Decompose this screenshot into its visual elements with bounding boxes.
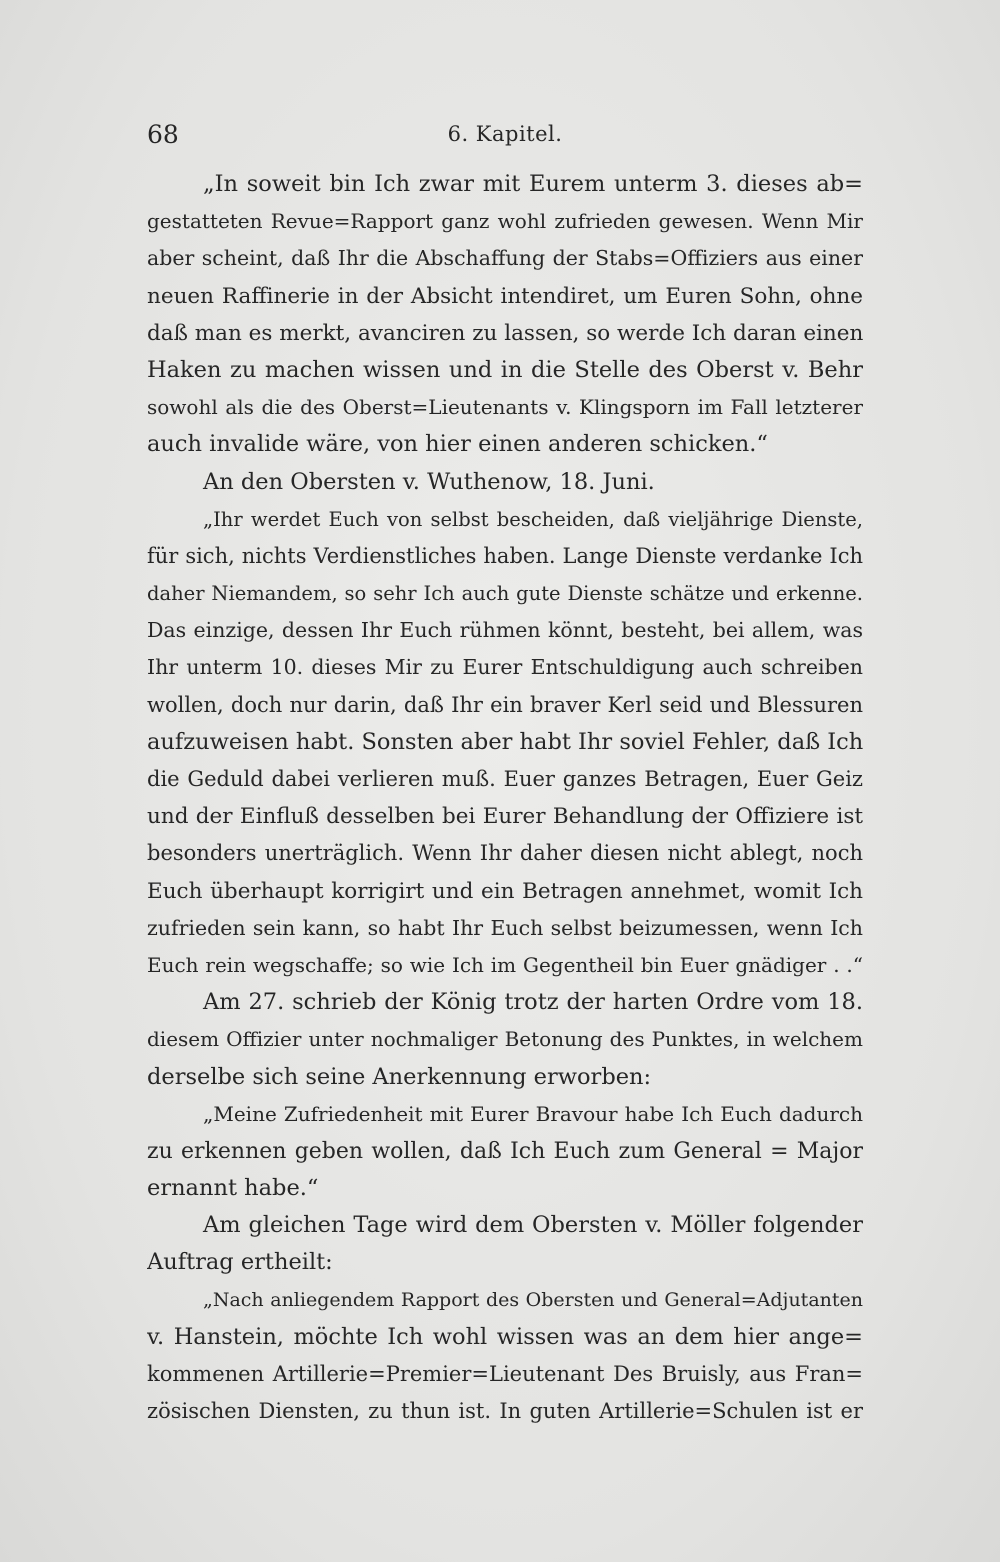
page-number: 68 [147,120,179,149]
text-line: diesem Offizier unter nochmaliger Betonung des Punktes, in welchem [147,1027,863,1052]
text-line: Auftrag ertheilt: [147,1249,333,1276]
text-line: Euch überhaupt korrigirt und ein Betragen annehmet, womit Ich [147,878,863,904]
text-line: gestatteten Revue=Rapport ganz wohl zufrieden gewesen. Wenn Mir [147,209,863,234]
text-line: und der Einfluß desselben bei Eurer Behandlung der Offiziere ist [147,804,863,830]
text-line: neuen Raffinerie in der Absicht intendiret, um Euren Sohn, ohne [147,283,863,309]
text-line: wollen, doch nur darin, daß Ihr ein braver Kerl seid und Blessuren [147,692,863,717]
text-line: für sich, nichts Verdienstliches haben. Lange Dienste verdanke Ich [147,543,863,568]
body-text [147,166,863,1430]
text-line: aufzuweisen habt. Sonsten aber habt Ihr soviel Fehler, daß Ich [147,728,863,755]
text-line: „Ihr werdet Euch von selbst bescheiden, daß vieljährige Dienste, [203,507,863,531]
text-line: „Meine Zufriedenheit mit Eurer Bravour habe Ich Euch dadurch [203,1101,863,1126]
text-line: kommenen Artillerie=Premier=Lieutenant Des Bruisly, aus Fran= [147,1362,863,1386]
text-line: „In soweit bin Ich zwar mit Eurem unterm 3. dieses ab= [203,171,863,197]
text-line: aber scheint, daß Ihr die Abschaffung der Stabs=Offiziers aus einer [147,246,863,271]
text-line: „Nach anliegendem Rapport des Obersten und General=Adjutanten [203,1288,863,1311]
text-line: Am gleichen Tage wird dem Obersten v. Möller folgender [203,1212,863,1239]
text-line: daher Niemandem, so sehr Ich auch gute Dienste schätze und erkenne. [147,582,863,606]
text-line: besonders unerträglich. Wenn Ihr daher diesen nicht ablegt, noch [147,841,863,866]
text-line: Am 27. schrieb der König trotz der harten Ordre vom 18. [203,989,863,1016]
text-line: Euch rein wegschaffe; so wie Ich im Gegentheil bin Euer gnädiger . .“ [147,952,863,977]
text-line: daß man es merkt, avanciren zu lassen, so werde Ich daran einen [147,320,863,346]
text-line: derselbe sich seine Anerkennung erworben: [147,1063,652,1090]
text-line: zösischen Diensten, zu thun ist. In guten Artillerie=Schulen ist er [147,1399,863,1424]
text-line: zu erkennen geben wollen, daß Ich Euch zum General = Major [147,1138,863,1164]
text-line: ernannt habe.“ [147,1175,319,1202]
text-line: die Geduld dabei verlieren muß. Euer ganzes Betragen, Euer Geiz [147,767,863,791]
text-line: Haken zu machen wissen und in die Stelle des Oberst v. Behr [147,356,863,383]
text-line: Das einzige, dessen Ihr Euch rühmen könnt, besteht, bei allem, was [147,618,863,643]
text-line: zufrieden sein kann, so habt Ihr Euch selbst beizumessen, wenn Ich [147,915,863,940]
text-line: Ihr unterm 10. dieses Mir zu Eurer Entschuldigung auch schreiben [147,655,863,680]
page-header [147,120,863,154]
text-line: auch invalide wäre, von hier einen anderen schicken.“ [147,431,768,458]
text-line: sowohl als die des Oberst=Lieutenants v. Klingsporn im Fall letzterer [147,395,863,420]
text-line: v. Hanstein, möchte Ich wohl wissen was an dem hier ange= [147,1323,863,1350]
running-head: 6. Kapitel. [447,122,563,146]
text-line: An den Obersten v. Wuthenow, 18. Juni. [203,468,655,495]
